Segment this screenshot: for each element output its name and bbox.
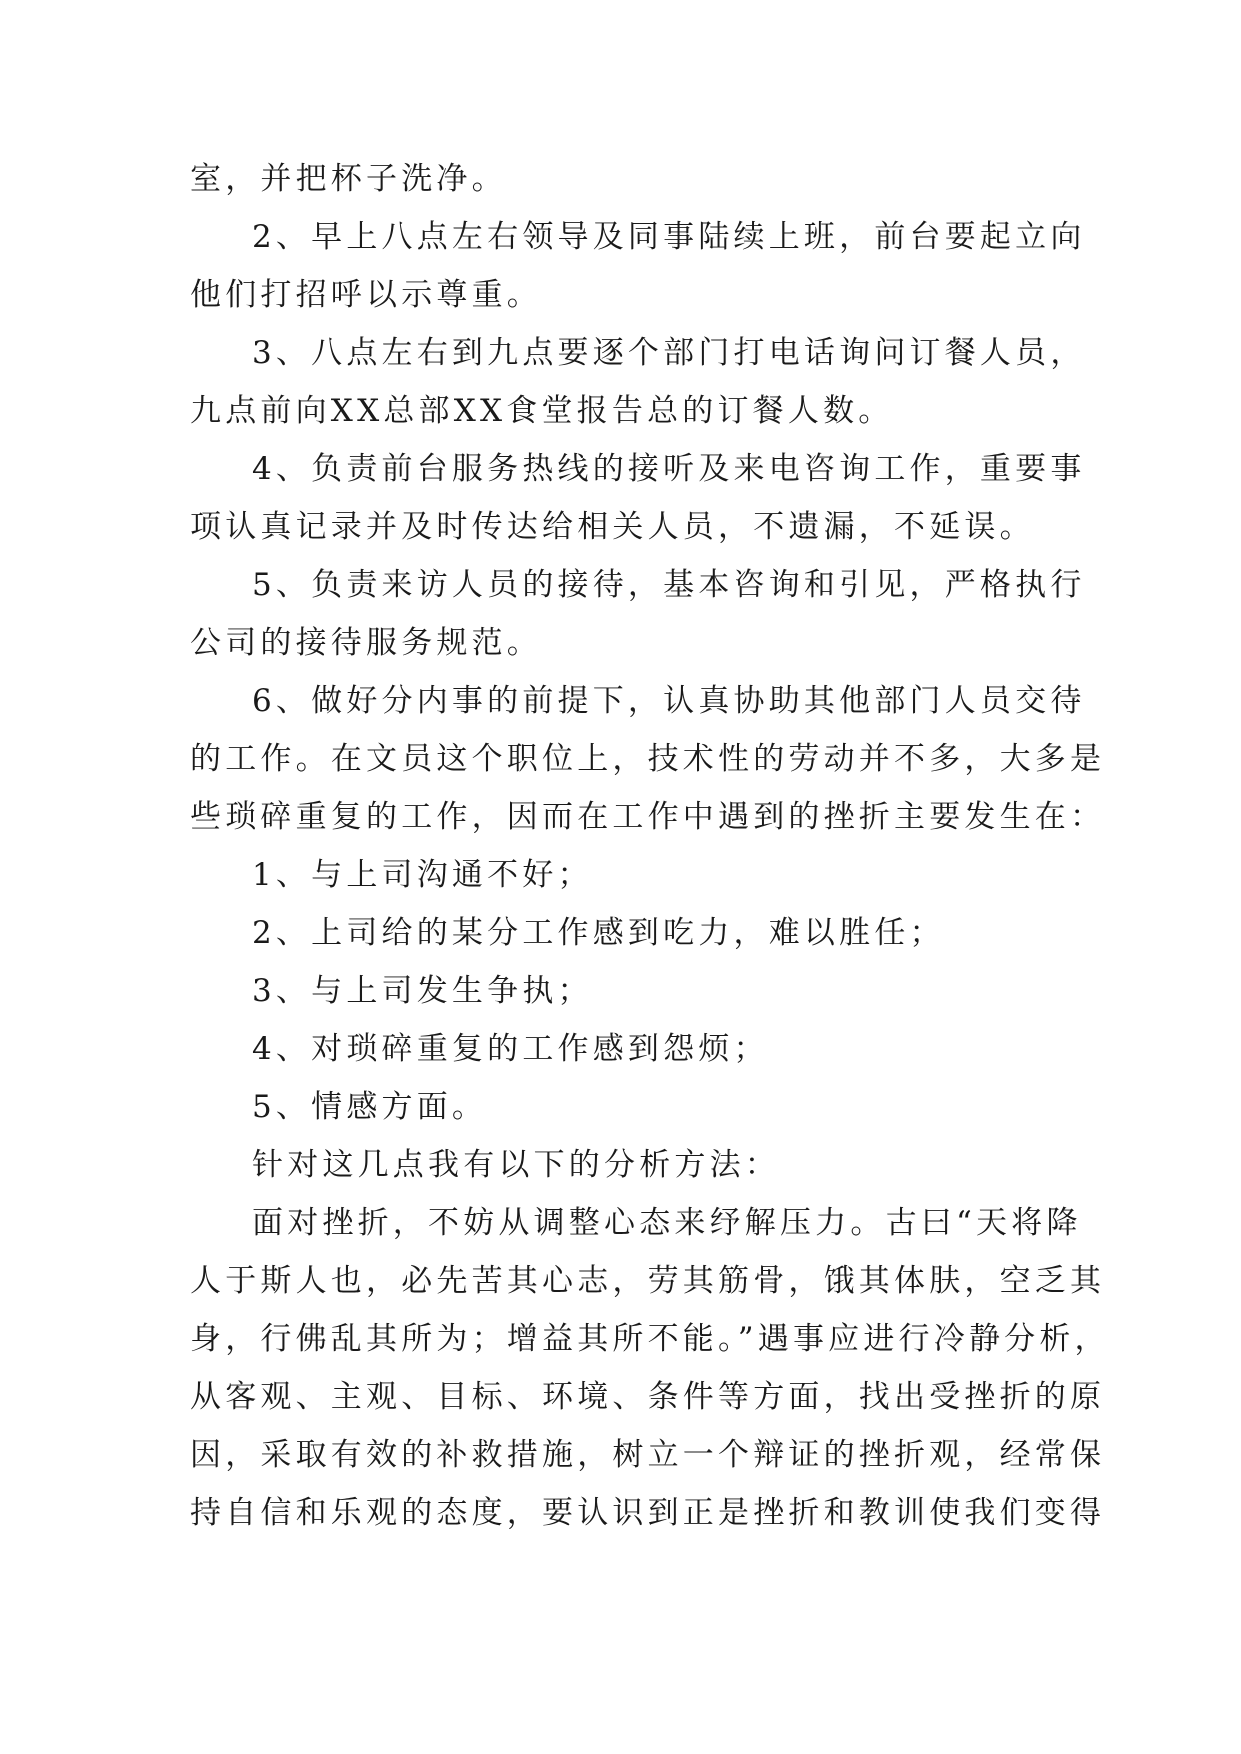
- text-line: 针对这几点我有以下的分析方法：: [252, 1147, 780, 1183]
- text-line: 些琐碎重复的工作，因而在工作中遇到的挫折主要发生在：: [190, 799, 1106, 835]
- text-line: 3、八点左右到九点要逐个部门打电话询问订餐人员，: [252, 335, 1086, 371]
- text-line: 项认真记录并及时传达给相关人员，不遗漏，不延误。: [190, 509, 1035, 545]
- text-line: 九点前向XX总部XX食堂报告总的订餐人数。: [190, 393, 894, 429]
- text-line: 他们打招呼以示尊重。: [190, 277, 542, 313]
- list-item: 2、上司给的某分工作感到吃力，难以胜任；: [252, 915, 945, 951]
- text-line: 公司的接待服务规范。: [190, 625, 542, 661]
- list-item: 5、情感方面。: [252, 1089, 488, 1125]
- list-item: 1、与上司沟通不好；: [252, 857, 593, 893]
- list-item: 3、与上司发生争执；: [252, 973, 593, 1009]
- text-line: 的工作。在文员这个职位上，技术性的劳动并不多，大多是: [190, 741, 1106, 777]
- text-line: 2、早上八点左右领导及同事陆续上班，前台要起立向: [252, 219, 1086, 255]
- text-line: 从客观、主观、目标、环境、条件等方面，找出受挫折的原: [190, 1379, 1106, 1415]
- text-line: 5、负责来访人员的接待，基本咨询和引见，严格执行: [252, 567, 1086, 603]
- text-line: 身，行佛乱其所为；增益其所不能。”遇事应进行冷静分析，: [190, 1321, 1110, 1357]
- text-line: 人于斯人也，必先苦其心志，劳其筋骨，饿其体肤，空乏其: [190, 1263, 1106, 1299]
- text-line: 室，并把杯子洗净。: [190, 161, 507, 197]
- text-line: 6、做好分内事的前提下，认真协助其他部门人员交待: [252, 683, 1086, 719]
- text-line: 因，采取有效的补救措施，树立一个辩证的挫折观，经常保: [190, 1437, 1106, 1473]
- document-page: [190, 150, 1110, 1542]
- text-line: 面对挫折，不妨从调整心态来纾解压力。古曰“天将降: [252, 1205, 1082, 1241]
- list-item: 4、对琐碎重复的工作感到怨烦；: [252, 1031, 769, 1067]
- text-line: 持自信和乐观的态度，要认识到正是挫折和教训使我们变得: [190, 1495, 1106, 1531]
- text-line: 4、负责前台服务热线的接听及来电咨询工作，重要事: [252, 451, 1086, 487]
